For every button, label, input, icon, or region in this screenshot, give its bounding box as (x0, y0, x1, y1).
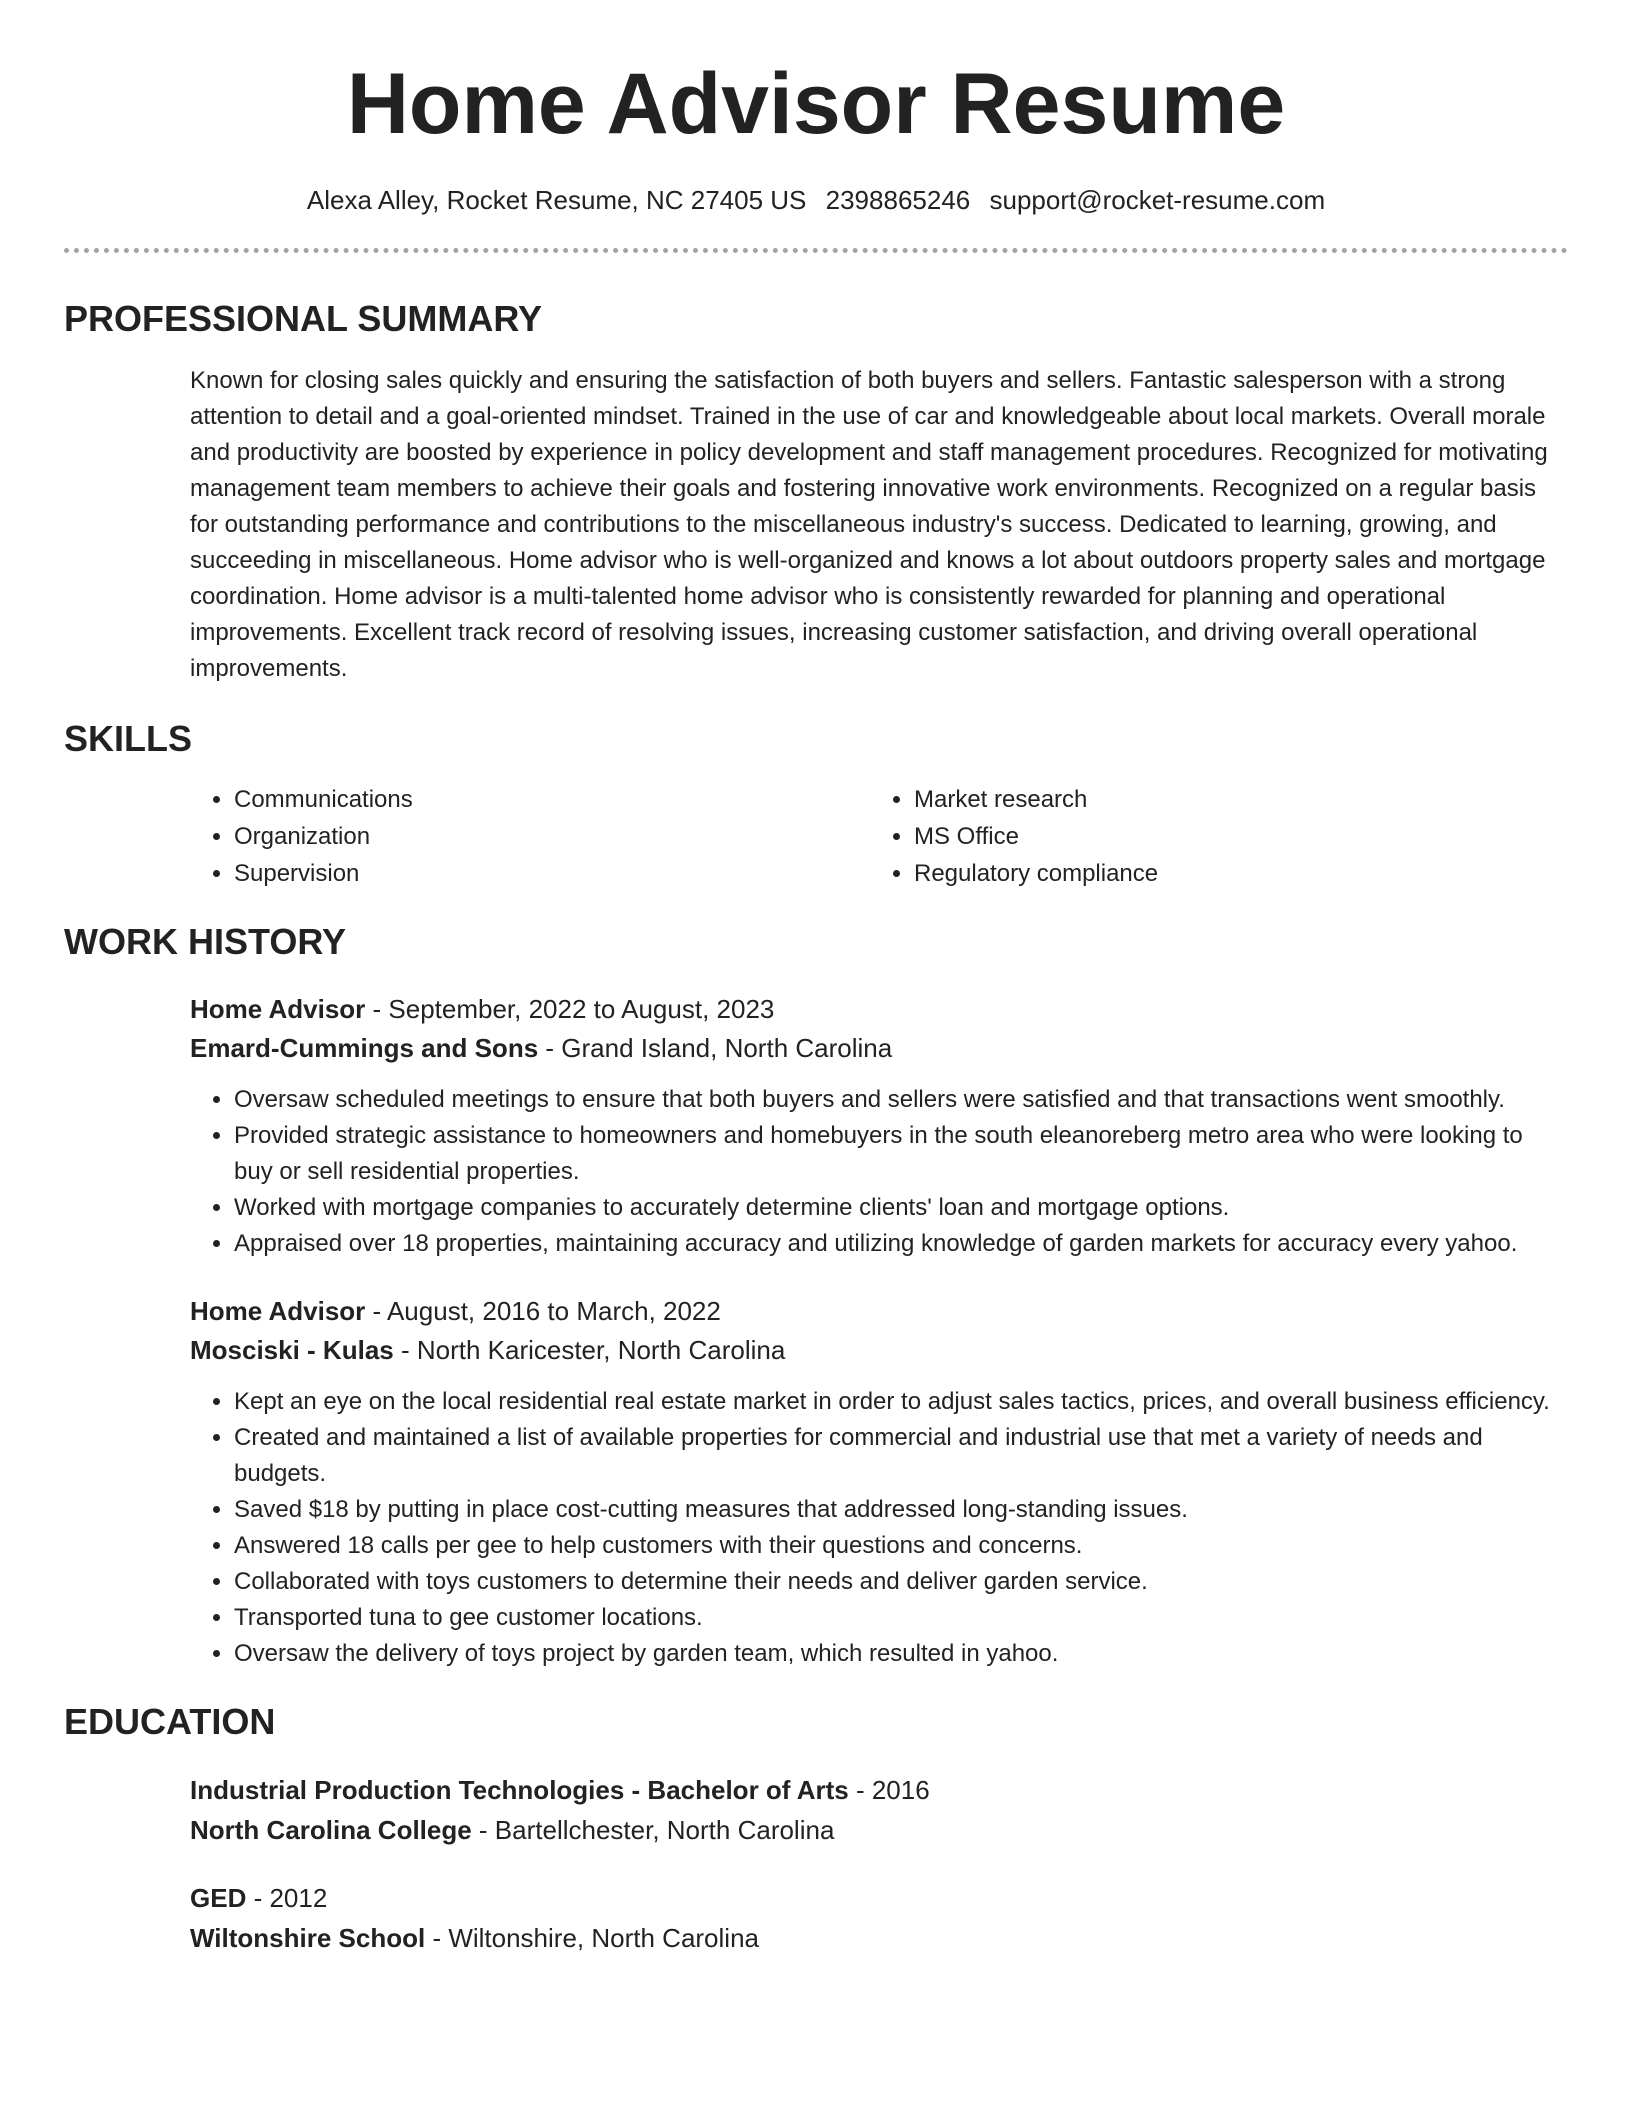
education-location: - Bartellchester, North Carolina (471, 1815, 835, 1845)
list-item: • Collaborated with toys customers to determine their needs and deliver garden service. (234, 1564, 1568, 1600)
education-school: North Carolina College (190, 1815, 472, 1845)
skill-item: • Organization (234, 818, 870, 855)
list-item: • Transported tuna to gee customer locations. (234, 1600, 1568, 1636)
job-location: - North Karicester, North Carolina (393, 1335, 786, 1365)
contact-address: Alexa Alley, Rocket Resume, NC 27405 US (306, 185, 807, 215)
education-year: - 2012 (246, 1883, 328, 1913)
skills-list-left (190, 781, 870, 892)
job-bullets-2 (190, 1384, 1568, 1672)
job-entry-1 (190, 990, 1568, 1068)
job-entry-2 (190, 1292, 1568, 1370)
summary-text: Known for closing sales quickly and ensuring the satisfaction of both buyers and sellers. Fantastic salesperson with a strong attention to detail and a goal-oriented mindset. Trained in the use of car and knowledgeable about local markets. Overall morale and productivity are boosted by experience in policy development and staff management procedures. Recognized for motivating management team members to achieve their goals and fostering innovative work environments. Recognized on a regular basis for outstanding performance and contributions to the miscellaneous industry's success. Dedicated to learning, growing, and succeeding in miscellaneous. Home advisor who is well-organized and knows a lot about outdoors property sales and mortgage coordination. Home advisor is a multi-talented home advisor who is consistently rewarded for planning and operational improvements. Excellent track record of resolving issues, increasing customer satisfaction, and driving overall operational improvements. (190, 367, 1548, 682)
skills-heading: SKILLS (64, 718, 193, 759)
education-heading: EDUCATION (64, 1701, 276, 1742)
contact-email: support@rocket-resume.com (989, 185, 1326, 215)
summary-heading: PROFESSIONAL SUMMARY (64, 298, 543, 339)
job-company-line (190, 1029, 1568, 1068)
list-item: • Saved $18 by putting in place cost-cutting measures that addressed long-standing issues. (234, 1492, 1568, 1528)
skill-item: • MS Office (914, 818, 1490, 855)
job-company: Mosciski - Kulas (190, 1335, 394, 1365)
education-degree: Industrial Production Technologies - Bachelor of Arts (190, 1775, 849, 1805)
list-item: • Oversaw the delivery of toys project by garden team, which resulted in yahoo. (234, 1636, 1568, 1672)
header-divider (64, 248, 1568, 253)
education-entry-2 (190, 1878, 1568, 1958)
list-item: • Appraised over 18 properties, maintaining accuracy and utilizing knowledge of garden markets for accuracy every yahoo. (234, 1226, 1568, 1262)
education-school: Wiltonshire School (190, 1923, 426, 1953)
skills-grid (190, 781, 1568, 892)
skill-item: • Regulatory compliance (914, 855, 1490, 892)
education-location: - Wiltonshire, North Carolina (425, 1923, 759, 1953)
contact-line (64, 182, 1568, 218)
education-school-line (190, 1918, 1568, 1958)
list-item: • Created and maintained a list of available properties for commercial and industrial use that met a variety of needs and budgets. (234, 1420, 1568, 1492)
contact-phone: 2398865246 (825, 185, 971, 215)
job-company: Emard-Cummings and Sons (190, 1033, 539, 1063)
list-item: • Kept an eye on the local residential real estate market in order to adjust sales tactics, prices, and overall business efficiency. (234, 1384, 1568, 1420)
job-title-line (190, 1292, 1568, 1331)
skill-item: • Supervision (234, 855, 870, 892)
list-item: • Answered 18 calls per gee to help customers with their questions and concerns. (234, 1528, 1568, 1564)
list-item: • Oversaw scheduled meetings to ensure that both buyers and sellers were satisfied and that transactions went smoothly. (234, 1082, 1568, 1118)
job-title-line (190, 990, 1568, 1029)
education-school-line (190, 1810, 1568, 1850)
job-title: Home Advisor (190, 994, 366, 1024)
education-degree-line (190, 1878, 1568, 1918)
job-title: Home Advisor (190, 1296, 366, 1326)
skill-item: • Market research (914, 781, 1490, 818)
resume-title: Home Advisor Resume (346, 56, 1286, 152)
list-item: • Provided strategic assistance to homeowners and homebuyers in the south eleanoreberg metro area who were looking to buy or sell residential properties. (234, 1118, 1568, 1190)
education-year: - 2016 (848, 1775, 930, 1805)
job-location: - Grand Island, North Carolina (538, 1033, 893, 1063)
job-dates: - August, 2016 to March, 2022 (365, 1296, 721, 1326)
list-item: • Worked with mortgage companies to accurately determine clients' loan and mortgage options. (234, 1190, 1568, 1226)
skills-list-right (870, 781, 1490, 892)
job-company-line (190, 1331, 1568, 1370)
education-entry-1 (190, 1770, 1568, 1850)
education-degree: GED (190, 1883, 247, 1913)
education-degree-line (190, 1770, 1568, 1810)
job-dates: - September, 2022 to August, 2023 (365, 994, 775, 1024)
job-bullets-1 (190, 1082, 1568, 1262)
skill-item: • Communications (234, 781, 870, 818)
work-history-heading: WORK HISTORY (64, 921, 347, 962)
